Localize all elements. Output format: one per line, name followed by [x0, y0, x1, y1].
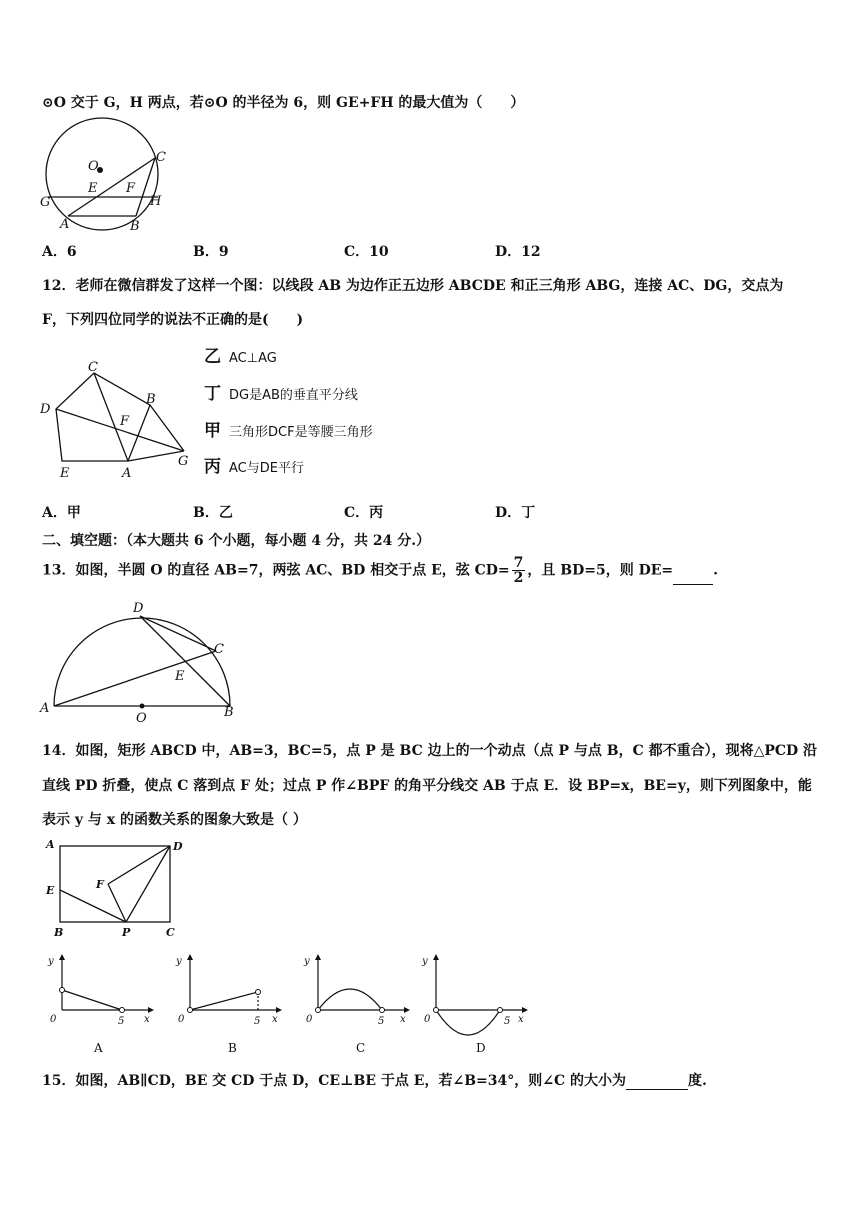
graph-a-label: A [94, 1041, 103, 1055]
statement-ding [204, 379, 358, 404]
label-O: O [88, 159, 99, 174]
q13-pre: 13．如图，半圆 O 的直径 AB=7，两弦 AC、BD 相交于点 E，弦 CD= [42, 562, 510, 579]
q13-answer-blank[interactable] [673, 570, 713, 585]
statement-jia [204, 416, 373, 441]
origin-label: 0 [50, 1014, 57, 1025]
q11-option-d: D．12 [495, 244, 541, 260]
axis-y: y [48, 956, 54, 967]
tick-5: 5 [254, 1016, 261, 1027]
q14-graph-c [300, 952, 412, 1056]
statement-jia-text: 三角形DCF是等腰三角形 [229, 425, 373, 440]
q14-graph-d [418, 952, 530, 1056]
q12-line1: 12．老师在微信群发了这样一个图：以线段 AB 为边作正五边形 ABCDE 和正三角形 ABG，连接 AC、DG，交点为 [42, 278, 784, 294]
label-F: F [96, 878, 104, 891]
q13-semicircle-figure [36, 596, 242, 726]
statement-ding-who: 丁 [204, 384, 221, 404]
q12-option-d: D．丁 [495, 505, 536, 521]
label-A: A [46, 838, 55, 851]
label-A: A [60, 217, 70, 232]
section-heading: 二、填空题：（本大题共 6 个小题，每小题 4 分，共 24 分.） [42, 533, 431, 549]
q12-option-c: C．丙 [344, 505, 384, 521]
q13-end: . [713, 562, 718, 579]
label-E: E [175, 669, 185, 684]
q11-circle-figure [38, 112, 170, 234]
q12-option-b: B．乙 [193, 505, 233, 521]
statement-bing [204, 452, 304, 477]
q15-answer-blank[interactable] [626, 1075, 688, 1090]
statement-bing-text: AC与DE平行 [229, 461, 304, 476]
label-A: A [40, 701, 50, 716]
statement-yi-who: 乙 [204, 347, 221, 367]
label-E: E [88, 181, 98, 196]
label-A: A [122, 466, 132, 481]
graph-b-label: B [228, 1041, 237, 1055]
label-P: P [122, 926, 131, 939]
label-C: C [156, 150, 166, 165]
tick-5: 5 [378, 1016, 385, 1027]
axis-x: x [518, 1014, 524, 1025]
statement-yi [204, 342, 277, 367]
q13-text [42, 556, 718, 585]
graph-d-label: D [476, 1041, 486, 1055]
statement-jia-who: 甲 [204, 421, 221, 441]
tick-5: 5 [118, 1016, 125, 1027]
statement-ding-text: DG是AB的垂直平分线 [229, 388, 358, 403]
q14-rectangle-figure [42, 838, 192, 942]
label-G: G [40, 195, 51, 210]
graph-c-label: C [356, 1041, 366, 1055]
label-B: B [54, 926, 64, 939]
axis-x: x [272, 1014, 278, 1025]
q12-pentagon-figure [38, 355, 198, 485]
q14-line1: 14．如图，矩形 ABCD 中，AB=3，BC=5，点 P 是 BC 边上的一个动点（点 P 与点 B，C 都不重合），现将△PCD 沿 [42, 743, 818, 759]
label-H: H [150, 194, 162, 209]
q15-post: 度. [688, 1073, 707, 1089]
label-G: G [178, 454, 189, 469]
q14-line2: 直线 PD 折叠，使点 C 落到点 F 处；过点 P 作∠BPF 的角平分线交 AB 于点 E．设 BP=x，BE=y，则下列图象中，能 [42, 778, 812, 794]
label-F: F [120, 414, 130, 429]
axis-y: y [304, 956, 310, 967]
tick-5: 5 [504, 1016, 511, 1027]
label-B: B [146, 392, 156, 407]
q15-pre: 15．如图，AB∥CD，BE 交 CD 于点 D，CE⊥BE 于点 E，若∠B=34°，则∠C 的大小为 [42, 1073, 626, 1089]
q13-post: ，且 BD=5，则 DE= [527, 562, 674, 579]
axis-y: y [422, 956, 428, 967]
label-D: D [40, 402, 51, 417]
q13-fraction [512, 556, 526, 585]
axis-x: x [400, 1014, 406, 1025]
label-D: D [133, 601, 144, 616]
label-O: O [136, 711, 147, 726]
q13-frac-num: 7 [513, 555, 524, 571]
label-C: C [88, 360, 98, 375]
label-C: C [166, 926, 175, 939]
label-F: F [126, 181, 136, 196]
origin-label: 0 [306, 1014, 313, 1025]
q13-frac-den: 2 [513, 570, 524, 586]
q14-graph-b [172, 952, 284, 1056]
label-E: E [60, 466, 70, 481]
q11-option-b: B．9 [193, 244, 229, 260]
q11-text: ⊙O 交于 G，H 两点，若⊙O 的半径为 6，则 GE+FH 的最大值为（ ） [42, 95, 525, 111]
statement-bing-who: 丙 [204, 457, 221, 477]
axis-y: y [176, 956, 182, 967]
q11-option-a: A．6 [42, 244, 77, 260]
origin-label: 0 [178, 1014, 185, 1025]
label-E: E [46, 884, 55, 897]
label-B: B [224, 705, 234, 720]
label-B: B [130, 219, 140, 234]
q14-graph-a [44, 952, 156, 1056]
label-C: C [214, 642, 224, 657]
q15-text [42, 1070, 707, 1090]
axis-x: x [144, 1014, 150, 1025]
origin-label: 0 [424, 1014, 431, 1025]
q12-option-a: A．甲 [42, 505, 81, 521]
q11-option-c: C．10 [344, 244, 389, 260]
label-D: D [173, 840, 183, 853]
q14-line3: 表示 y 与 x 的函数关系的图象大致是（ ） [42, 812, 307, 828]
statement-yi-text: AC⊥AG [229, 351, 277, 366]
q12-line2: F，下列四位同学的说法不正确的是( ) [42, 312, 304, 328]
